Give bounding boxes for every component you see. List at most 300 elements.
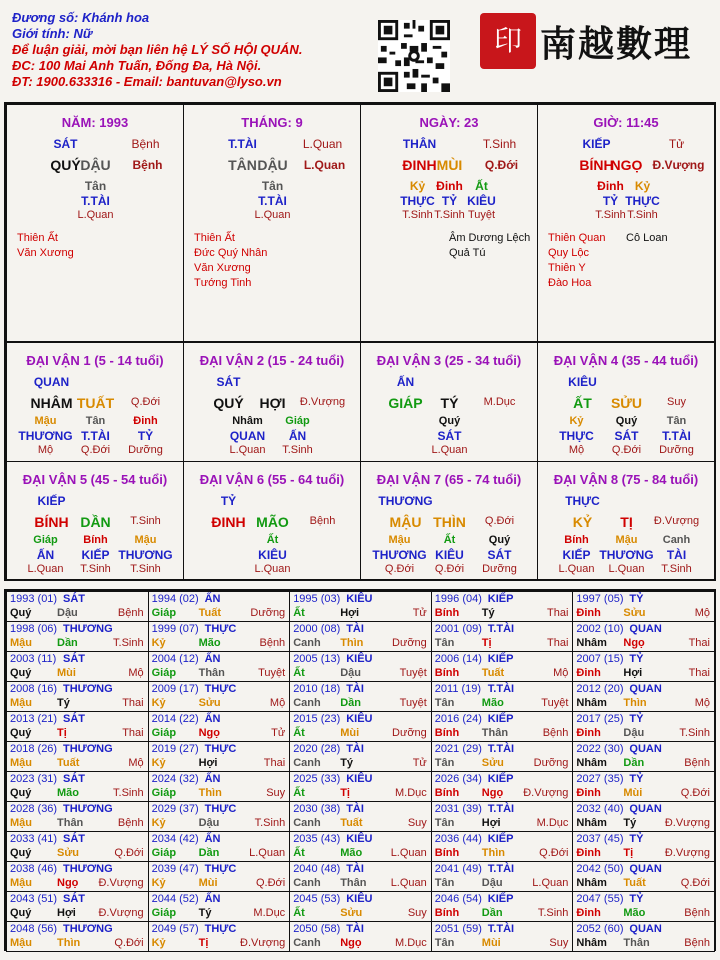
annual-cell bbox=[431, 801, 574, 832]
dai-van-cell bbox=[537, 342, 715, 462]
annual-year: 1997 (05) bbox=[576, 593, 624, 605]
star-note: Cô Loan bbox=[626, 232, 668, 244]
annual-chi: Sửu bbox=[57, 847, 80, 859]
annual-year: 2045 (53) bbox=[293, 893, 341, 905]
dai-van-hidden-status: Dưỡng bbox=[128, 444, 163, 456]
pillar-status: Bệnh bbox=[132, 158, 163, 172]
annual-year: 2004 (12) bbox=[151, 653, 199, 665]
annual-chi: Tuất bbox=[481, 667, 505, 679]
annual-god: KIÊU bbox=[346, 893, 373, 905]
annual-can: Kỷ bbox=[151, 637, 166, 649]
annual-status: Tuyệt bbox=[399, 697, 427, 709]
annual-year: 2010 (18) bbox=[293, 683, 341, 695]
dai-van-cell bbox=[183, 461, 361, 581]
pillar-notes-right bbox=[626, 231, 668, 246]
pillar-chi: NGỌ bbox=[610, 157, 643, 173]
annual-chi: Hợi bbox=[481, 817, 501, 829]
pillar-hidden-god: THỰC bbox=[400, 194, 435, 208]
annual-can: Canh bbox=[293, 817, 321, 829]
annual-god: ẤN bbox=[204, 773, 221, 785]
annual-chi: Tị bbox=[623, 847, 634, 859]
annual-status: Mộ bbox=[694, 607, 710, 619]
annual-status: Dưỡng bbox=[533, 757, 569, 769]
pillar-hidden-status: T.Sinh bbox=[402, 209, 433, 221]
pillar-title: NGÀY: 23 bbox=[419, 115, 479, 130]
annual-chi: Thân bbox=[198, 667, 225, 679]
dai-van-chi: THÌN bbox=[433, 514, 466, 530]
annual-god: SÁT bbox=[63, 593, 85, 605]
annual-chi: Thân bbox=[623, 937, 650, 949]
pillar-status: Q.Đới bbox=[484, 158, 519, 172]
dai-van-status: Suy bbox=[667, 396, 686, 408]
annual-status: T.Sinh bbox=[679, 727, 710, 739]
phone-email-line: ĐT: 1900.633316 - Email: bantuvan@lyso.vn bbox=[12, 74, 282, 89]
annual-chi: Tị bbox=[481, 637, 492, 649]
star-note: Đào Hoa bbox=[548, 277, 592, 289]
annual-god: TỶ bbox=[629, 653, 644, 665]
pillar-cell bbox=[360, 104, 538, 342]
annual-chi: Sửu bbox=[481, 757, 504, 769]
star-note: Tướng Tinh bbox=[194, 277, 252, 289]
dai-van-hidden-status: L.Quan bbox=[558, 563, 595, 575]
annual-year: 2005 (13) bbox=[293, 653, 341, 665]
annual-chi: Dậu bbox=[623, 727, 645, 739]
annual-can: Quý bbox=[10, 907, 32, 919]
annual-cell bbox=[431, 681, 574, 712]
annual-status: Mộ bbox=[128, 757, 144, 769]
annual-cell bbox=[6, 741, 149, 772]
annual-can: Ất bbox=[293, 727, 305, 739]
dai-van-hidden-god: ẤN bbox=[36, 548, 55, 562]
annual-god: T.TÀI bbox=[487, 743, 515, 755]
annual-chi: Ngọ bbox=[340, 937, 362, 949]
annual-status: Q.Đới bbox=[114, 847, 144, 859]
dai-van-title: ĐẠI VẬN 3 (25 - 34 tuổi) bbox=[376, 353, 522, 368]
pillar-notes-left bbox=[194, 231, 267, 291]
annual-status: Bệnh bbox=[117, 817, 144, 829]
dai-van-hidden-god: SÁT bbox=[614, 429, 639, 443]
annual-god: TÀI bbox=[346, 683, 364, 695]
dai-van-hidden-god: THƯƠNG bbox=[118, 548, 173, 562]
annual-god: THỰC bbox=[204, 623, 237, 635]
dai-van-hidden-stem: Bính bbox=[83, 534, 108, 546]
annual-can: Đinh bbox=[576, 727, 601, 739]
annual-cell bbox=[572, 891, 715, 922]
pillar-title: NĂM: 1993 bbox=[61, 115, 129, 130]
dai-van-hidden-stem: Quý bbox=[488, 534, 511, 546]
annual-can: Đinh bbox=[576, 667, 601, 679]
dai-van-hidden-stem: Kỷ bbox=[569, 415, 584, 427]
annual-chi: Tý bbox=[198, 907, 212, 919]
star-note: Thiên Ất bbox=[17, 232, 58, 244]
annual-god: THỰC bbox=[204, 923, 237, 935]
pillar-god-top-status: Bệnh bbox=[131, 137, 160, 151]
annual-can: Mậu bbox=[10, 697, 32, 709]
annual-can: Nhâm bbox=[576, 757, 607, 769]
annual-cell bbox=[431, 711, 574, 742]
annual-can: Kỷ bbox=[151, 877, 166, 889]
annual-chi: Tý bbox=[340, 757, 354, 769]
dai-van-title: ĐẠI VẬN 2 (15 - 24 tuổi) bbox=[199, 353, 345, 368]
dai-van-hidden-stem: Nhâm bbox=[232, 415, 263, 427]
annual-can: Canh bbox=[293, 697, 321, 709]
dai-van-status: T.Sinh bbox=[130, 515, 161, 527]
annual-can: Tân bbox=[434, 697, 455, 709]
annual-chi: Mùi bbox=[57, 667, 76, 679]
annual-god: KIẾP bbox=[487, 593, 514, 605]
annual-god: SÁT bbox=[63, 893, 85, 905]
annual-can: Ất bbox=[293, 847, 305, 859]
annual-can: Nhâm bbox=[576, 877, 607, 889]
annual-can: Giáp bbox=[151, 607, 177, 619]
annual-status: Q.Đới bbox=[539, 847, 569, 859]
annual-year: 2034 (42) bbox=[151, 833, 199, 845]
star-note: Thiên Y bbox=[548, 262, 586, 274]
annual-chi: Sửu bbox=[340, 907, 363, 919]
dai-van-status: Đ.Vượng bbox=[653, 515, 700, 527]
annual-status: Tử bbox=[412, 607, 427, 619]
annual-year: 2007 (15) bbox=[576, 653, 624, 665]
annual-can: Giáp bbox=[151, 727, 177, 739]
annual-status: Suy bbox=[266, 787, 286, 799]
annual-god: KIẾP bbox=[487, 773, 514, 785]
annual-chi: Dần bbox=[57, 637, 78, 649]
annual-chi: Thìn bbox=[623, 697, 647, 709]
dai-van-hidden-stem: Tân bbox=[666, 415, 687, 427]
annual-can: Quý bbox=[10, 847, 32, 859]
dai-van-hidden-god: T.TÀI bbox=[81, 429, 110, 443]
annual-chi: Ngọ bbox=[481, 787, 504, 799]
annual-cell bbox=[431, 591, 574, 622]
annual-year: 1994 (02) bbox=[151, 593, 199, 605]
annual-year: 2037 (45) bbox=[576, 833, 624, 845]
annual-can: Tân bbox=[434, 757, 455, 769]
annual-year: 2003 (11) bbox=[10, 653, 57, 665]
contact-line: Để luận giải, mời bạn liên hệ LÝ SỐ HỘI QUÁN. bbox=[12, 42, 303, 57]
annual-chi: Ngọ bbox=[57, 877, 79, 889]
annual-status: Tuyệt bbox=[541, 697, 569, 709]
annual-status: T.Sinh bbox=[537, 907, 569, 919]
annual-can: Canh bbox=[293, 877, 321, 889]
annual-year: 2008 (16) bbox=[10, 683, 58, 695]
annual-year: 2052 (60) bbox=[576, 923, 624, 935]
gender-value: Nữ bbox=[73, 26, 93, 41]
annual-cell bbox=[572, 591, 715, 622]
annual-cell bbox=[289, 681, 432, 712]
annual-cell bbox=[148, 891, 291, 922]
dai-van-status: Q.Đới bbox=[484, 515, 515, 527]
dai-van-hidden-stem: Giáp bbox=[33, 534, 58, 546]
dai-van-can: MẬU bbox=[389, 514, 422, 530]
pillar-cell bbox=[183, 104, 361, 342]
dai-van-can: KỶ bbox=[572, 514, 593, 530]
annual-cell bbox=[148, 681, 291, 712]
dai-van-chi: TỊ bbox=[620, 514, 633, 530]
annual-chi: Tý bbox=[57, 697, 70, 709]
annual-year: 2051 (59) bbox=[434, 923, 482, 935]
annual-god: QUAN bbox=[629, 863, 662, 875]
annual-year: 2012 (20) bbox=[576, 683, 624, 695]
annual-year: 2020 (28) bbox=[293, 743, 341, 755]
annual-status: Q.Đới bbox=[255, 877, 286, 889]
dai-van-hidden-status: L.Quan bbox=[254, 563, 291, 575]
annual-god: T.TÀI bbox=[487, 803, 515, 815]
annual-god: KIẾP bbox=[487, 713, 514, 725]
annual-chi: Mùi bbox=[623, 787, 643, 799]
dai-van-title: ĐẠI VẬN 7 (65 - 74 tuổi) bbox=[376, 472, 522, 487]
annual-status: Q.Đới bbox=[114, 937, 144, 949]
annual-year: 2026 (34) bbox=[434, 773, 482, 785]
pillar-god-top-status: T.Sinh bbox=[482, 137, 517, 151]
annual-god: TỶ bbox=[629, 773, 644, 785]
annual-cell bbox=[148, 591, 291, 622]
annual-chi: Thân bbox=[57, 817, 84, 829]
annual-year: 2018 (26) bbox=[10, 743, 58, 755]
annual-year: 2040 (48) bbox=[293, 863, 341, 875]
dai-van-hidden-god: THƯƠNG bbox=[599, 548, 654, 562]
dai-van-hidden-status: Mộ bbox=[568, 444, 585, 456]
star-note: Thiên Quan bbox=[548, 232, 606, 244]
dai-van-hidden-stem: Ất bbox=[266, 534, 279, 546]
annual-year: 2038 (46) bbox=[10, 863, 58, 875]
annual-god: THỰC bbox=[204, 683, 237, 695]
dai-van-hidden-stem: Đinh bbox=[133, 415, 158, 427]
dai-van-cell bbox=[183, 342, 361, 462]
annual-status: Đ.Vượng bbox=[523, 787, 569, 799]
annual-god: T.TÀI bbox=[487, 683, 515, 695]
star-note: Thiên Ất bbox=[194, 232, 235, 244]
annual-year: 2011 (19) bbox=[434, 683, 482, 695]
annual-cell bbox=[572, 711, 715, 742]
annual-can: Bính bbox=[434, 607, 460, 619]
dai-van-hidden-status: Q.Đới bbox=[80, 444, 111, 456]
address-line: ĐC: 100 Mai Anh Tuấn, Đống Đa, Hà Nội. bbox=[12, 58, 262, 73]
annual-can: Kỷ bbox=[151, 937, 166, 949]
annual-cell bbox=[431, 771, 574, 802]
pillar-notes-right bbox=[449, 231, 530, 261]
annual-status: Tuyệt bbox=[399, 667, 427, 679]
annual-cell bbox=[431, 651, 574, 682]
dai-van-hidden-stem: Mậu bbox=[34, 415, 57, 427]
annual-chi: Tý bbox=[481, 607, 495, 619]
dai-van-hidden-status: Q.Đới bbox=[384, 563, 415, 575]
dai-van-hidden-stem: Bính bbox=[564, 534, 589, 546]
annual-chi: Mão bbox=[57, 787, 79, 799]
annual-status: Đ.Vượng bbox=[98, 877, 144, 889]
annual-status: L.Quan bbox=[390, 877, 427, 889]
annual-cell bbox=[289, 741, 432, 772]
dai-van-chi: SỬU bbox=[610, 395, 643, 411]
dai-van-god: THỰC bbox=[565, 494, 600, 508]
annual-can: Mậu bbox=[10, 637, 32, 649]
annual-god: KIÊU bbox=[346, 773, 373, 785]
annual-status: T.Sinh bbox=[254, 817, 286, 829]
annual-can: Ất bbox=[293, 907, 305, 919]
annual-can: Tân bbox=[434, 637, 455, 649]
annual-cell bbox=[289, 891, 432, 922]
pillar-chi: DẬU bbox=[257, 157, 288, 173]
annual-god: THƯƠNG bbox=[63, 683, 113, 695]
annual-can: Quý bbox=[10, 607, 32, 619]
annual-chi: Tuất bbox=[198, 607, 221, 619]
annual-god: TÀI bbox=[346, 923, 364, 935]
annual-can: Quý bbox=[10, 667, 32, 679]
annual-cell bbox=[289, 801, 432, 832]
annual-chi: Dậu bbox=[340, 667, 361, 679]
annual-cell bbox=[6, 831, 149, 862]
annual-can: Giáp bbox=[151, 667, 177, 679]
annual-status: M.Dục bbox=[395, 787, 427, 799]
annual-cell bbox=[148, 621, 291, 652]
annual-status: Thai bbox=[122, 727, 144, 739]
dai-van-hidden-god: KIÊU bbox=[258, 548, 287, 562]
annual-cell bbox=[572, 801, 715, 832]
annual-god: THỰC bbox=[204, 803, 237, 815]
annual-can: Ất bbox=[293, 607, 305, 619]
annual-can: Tân bbox=[434, 937, 455, 949]
annual-status: Bệnh bbox=[684, 907, 710, 919]
dai-van-hidden-status: T.Sinh bbox=[80, 563, 111, 575]
dai-van-hidden-god: KIẾP bbox=[562, 548, 591, 562]
annual-status: Bệnh bbox=[684, 937, 710, 949]
annual-year: 2000 (08) bbox=[293, 623, 341, 635]
annual-can: Đinh bbox=[576, 787, 601, 799]
annual-status: L.Quan bbox=[532, 877, 569, 889]
annual-can: Nhâm bbox=[576, 697, 607, 709]
dai-van-hidden-status: Dưỡng bbox=[659, 444, 694, 456]
annual-can: Giáp bbox=[151, 847, 177, 859]
annual-year: 2035 (43) bbox=[293, 833, 341, 845]
annual-chi: Mùi bbox=[481, 937, 501, 949]
dai-van-hidden-god: ẤN bbox=[288, 429, 307, 443]
annual-cell bbox=[148, 771, 291, 802]
annual-year: 2024 (32) bbox=[151, 773, 199, 785]
pillar-can: BÍNH bbox=[579, 157, 614, 173]
dai-van-god: THƯƠNG bbox=[378, 494, 433, 508]
annual-year: 2017 (25) bbox=[576, 713, 624, 725]
annual-god: TỶ bbox=[629, 893, 644, 905]
annual-year: 2039 (47) bbox=[151, 863, 199, 875]
annual-god: KIÊU bbox=[346, 653, 373, 665]
annual-cell bbox=[289, 651, 432, 682]
header-info bbox=[12, 10, 302, 90]
annual-god: ẤN bbox=[204, 653, 221, 665]
dai-van-chi: TUẤT bbox=[76, 395, 115, 411]
star-note: Văn Xương bbox=[194, 262, 251, 274]
pillar-hidden-stem: Đinh bbox=[597, 179, 624, 193]
dai-van-chi: TÝ bbox=[440, 395, 459, 411]
pillar-hidden-status: Tuyệt bbox=[467, 209, 496, 221]
annual-year: 2033 (41) bbox=[10, 833, 58, 845]
annual-status: Thai bbox=[688, 637, 710, 649]
annual-year: 2043 (51) bbox=[10, 893, 58, 905]
annual-can: Bính bbox=[434, 847, 460, 859]
annual-status: Q.Đới bbox=[680, 787, 710, 799]
pillar-hidden-status: T.Sinh bbox=[627, 209, 658, 221]
annual-status: Dưỡng bbox=[392, 727, 427, 739]
annual-luck-table bbox=[4, 589, 716, 951]
annual-year: 2047 (55) bbox=[576, 893, 624, 905]
annual-can: Bính bbox=[434, 787, 460, 799]
annual-status: Đ.Vượng bbox=[664, 847, 710, 859]
dai-van-title: ĐẠI VẬN 1 (5 - 14 tuổi) bbox=[26, 353, 164, 368]
annual-chi: Ngọ bbox=[198, 727, 220, 739]
star-note: Quy Lộc bbox=[548, 247, 589, 259]
annual-chi: Tị bbox=[198, 937, 209, 949]
pillar-status: Đ.Vượng bbox=[652, 158, 705, 172]
pillar-god-top: SÁT bbox=[53, 137, 78, 151]
dai-van-hidden-status: T.Sinh bbox=[282, 444, 313, 456]
annual-chi: Dần bbox=[340, 697, 361, 709]
dai-van-status: Q.Đới bbox=[130, 396, 161, 408]
dai-van-cell bbox=[360, 342, 538, 462]
annual-status: Thai bbox=[122, 697, 144, 709]
annual-year: 1999 (07) bbox=[151, 623, 199, 635]
annual-chi: Tị bbox=[340, 787, 350, 799]
annual-year: 2041 (49) bbox=[434, 863, 482, 875]
dai-van-hidden-god: TỶ bbox=[137, 429, 154, 443]
annual-can: Tân bbox=[434, 877, 455, 889]
pillar-hidden-god: T.TÀI bbox=[81, 194, 110, 208]
gender-label: Giới tính: bbox=[12, 26, 70, 41]
annual-cell bbox=[572, 681, 715, 712]
annual-status: L.Quan bbox=[249, 847, 286, 859]
annual-can: Canh bbox=[293, 937, 321, 949]
annual-chi: Thân bbox=[481, 727, 509, 739]
annual-cell bbox=[6, 621, 149, 652]
dai-van-hidden-god: KIẾP bbox=[81, 548, 110, 562]
annual-god: QUAN bbox=[629, 743, 662, 755]
annual-status: Thai bbox=[688, 667, 710, 679]
annual-cell bbox=[572, 621, 715, 652]
pillar-chi: MÙI bbox=[436, 157, 463, 173]
dai-van-hidden-stem: Quý bbox=[438, 415, 461, 427]
annual-status: Suy bbox=[407, 817, 427, 829]
dai-van-title: ĐẠI VẬN 6 (55 - 64 tuổi) bbox=[199, 472, 345, 487]
annual-god: THƯƠNG bbox=[63, 803, 113, 815]
dai-van-hidden-stem: Giáp bbox=[285, 415, 310, 427]
annual-year: 2049 (57) bbox=[151, 923, 199, 935]
annual-status: T.Sinh bbox=[113, 787, 144, 799]
dai-van-hidden-stem: Ất bbox=[443, 534, 456, 546]
annual-chi: Dậu bbox=[198, 817, 220, 829]
annual-status: Thai bbox=[546, 607, 569, 619]
brand-logo: 南越數理 bbox=[540, 23, 693, 65]
annual-year: 2025 (33) bbox=[293, 773, 341, 785]
dai-van-hidden-god: THƯƠNG bbox=[18, 429, 73, 443]
annual-status: Dưỡng bbox=[250, 607, 286, 619]
annual-year: 2013 (21) bbox=[10, 713, 58, 725]
dai-van-hidden-god: THƯƠNG bbox=[372, 548, 427, 562]
annual-chi: Thân bbox=[340, 877, 367, 889]
annual-cell bbox=[572, 831, 715, 862]
star-note: Văn Xương bbox=[17, 247, 74, 259]
pillar-cell bbox=[6, 104, 184, 342]
annual-can: Nhâm bbox=[576, 817, 607, 829]
dai-van-hidden-status: L.Quan bbox=[431, 444, 468, 456]
annual-year: 2022 (30) bbox=[576, 743, 624, 755]
annual-status: Bệnh bbox=[259, 637, 286, 649]
pillar-hidden-stem: Tân bbox=[84, 179, 107, 193]
dai-van-hidden-stem: Mậu bbox=[134, 534, 157, 546]
dai-van-hidden-god: TÀI bbox=[666, 548, 687, 562]
dai-van-hidden-status: Q.Đới bbox=[611, 444, 642, 456]
dai-van-hidden-status: Dưỡng bbox=[482, 563, 517, 575]
dai-van-hidden-god: SÁT bbox=[437, 429, 462, 443]
annual-cell bbox=[431, 861, 574, 892]
annual-status: M.Dục bbox=[395, 937, 427, 949]
annual-chi: Dậu bbox=[481, 877, 503, 889]
